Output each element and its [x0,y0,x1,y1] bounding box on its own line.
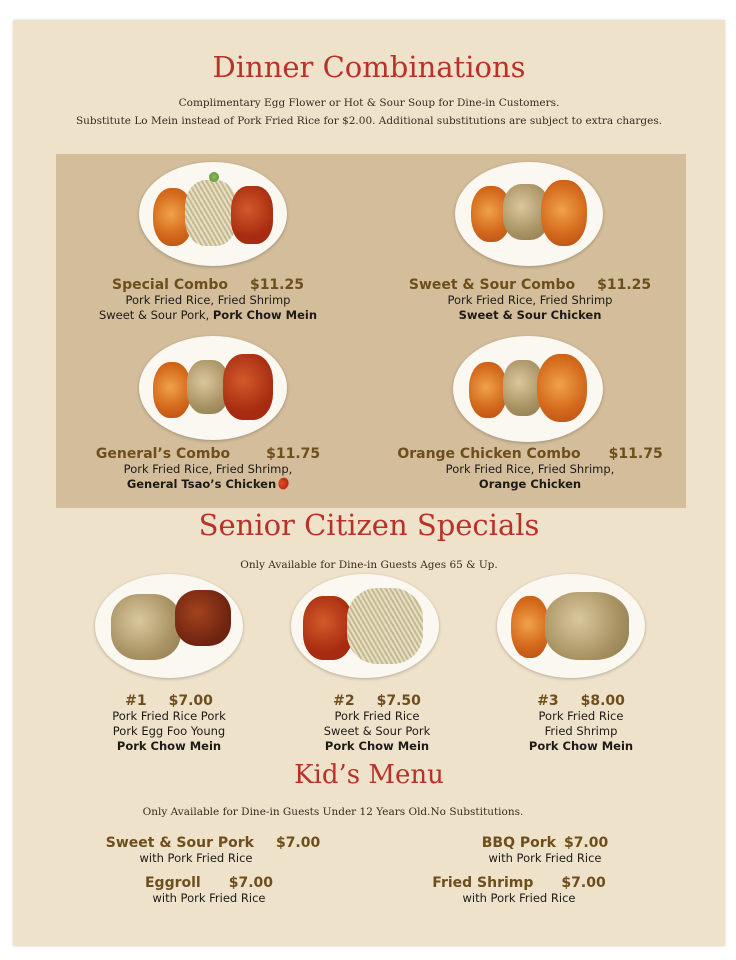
orange-chicken-combo [375,447,685,492]
item-line: Pork Fried Rice [538,709,624,723]
kids-item-eggroll [109,876,309,906]
sweet-sour-combo [375,278,685,323]
item-price: $11.25 [249,277,304,293]
item-price: $8.00 [580,693,625,709]
item-desc: with Pork Fried Rice [152,891,266,905]
item-name: Orange Chicken Combo [397,446,581,462]
item-price: $7.00 [563,835,609,851]
kids-item-fried-shrimp [419,876,619,906]
item-price: $7.00 [228,875,274,891]
item-line-bold: Pork Chow Mein [116,739,222,753]
item-name: Sweet & Sour Pork [105,835,254,851]
item-line: Pork Fried Rice, Fried Shrimp [447,293,613,307]
item-line: Sweet & Sour Pork, [98,308,213,322]
orange-chicken-combo-photo [453,336,603,442]
special-combo [53,278,363,323]
item-line: Fried Shrimp [544,724,618,738]
item-line: Pork Fried Rice [334,709,420,723]
item-price: $7.00 [561,875,606,891]
item-price: $7.50 [376,693,421,709]
sweet-sour-combo-photo [455,162,603,266]
dinner-note-soup: Complimentary Egg Flower or Hot & Sour Soup for Dine-in Customers. [178,97,560,109]
item-line-bold: Orange Chicken [478,477,582,491]
generals-combo [53,447,363,492]
item-line: Pork Fried Rice Pork [112,709,226,723]
senior-1-photo [95,574,243,678]
senior-special-2 [277,694,477,754]
item-desc: with Pork Fried Rice [462,891,576,905]
item-price: $11.75 [608,446,663,462]
kids-item-sweet-sour-pork [93,836,333,866]
item-price: $7.00 [168,693,213,709]
chili-pepper-icon [276,476,291,491]
item-desc: with Pork Fried Rice [488,851,602,865]
menu-page [13,20,725,946]
generals-combo-photo [139,336,287,440]
item-line: Pork Fried Rice, Fried Shrimp, [123,462,293,476]
item-price: $7.00 [275,835,321,851]
senior-3-photo [497,574,645,678]
dinner-title: Dinner Combinations [212,50,526,84]
dinner-note-substitution: Substitute Lo Mein instead of Pork Fried Rice for $2.00. Additional substitutions are subject to extra charges. [75,115,663,127]
item-name: Special Combo [112,277,228,293]
senior-2-photo [291,574,439,678]
item-line-bold: Pork Chow Mein [212,308,318,322]
item-price: $11.25 [597,277,652,293]
item-line: Pork Egg Foo Young [112,724,226,738]
item-number: #3 [537,693,559,709]
item-line: Sweet & Sour Pork [323,724,431,738]
item-name: Eggroll [144,875,201,891]
item-line-bold: General Tsao’s Chicken [126,477,277,491]
item-name: BBQ Pork [481,835,556,851]
item-number: #2 [333,693,355,709]
senior-title: Senior Citizen Specials [198,508,540,542]
item-line: Pork Fried Rice, Fried Shrimp [125,293,291,307]
item-name: Sweet & Sour Combo [408,277,576,293]
kids-item-bbq-pork [445,836,645,866]
senior-note: Only Available for Dine-in Guests Ages 65 & Up. [240,559,498,571]
senior-special-1 [69,694,269,754]
item-desc: with Pork Fried Rice [139,851,253,865]
kids-title: Kid’s Menu [294,760,444,790]
item-line: Pork Fried Rice, Fried Shrimp, [445,462,615,476]
item-line-bold: Pork Chow Mein [324,739,430,753]
item-name: Fried Shrimp [432,875,534,891]
item-line-bold: Pork Chow Mein [528,739,634,753]
item-number: #1 [125,693,147,709]
item-line-bold: Sweet & Sour Chicken [458,308,602,322]
kids-note: Only Available for Dine-in Guests Under 12 Years Old.No Substitutions. [142,806,524,818]
item-name: General’s Combo [95,446,231,462]
senior-special-3 [481,694,681,754]
item-price: $11.75 [266,446,321,462]
special-combo-photo [139,162,287,266]
